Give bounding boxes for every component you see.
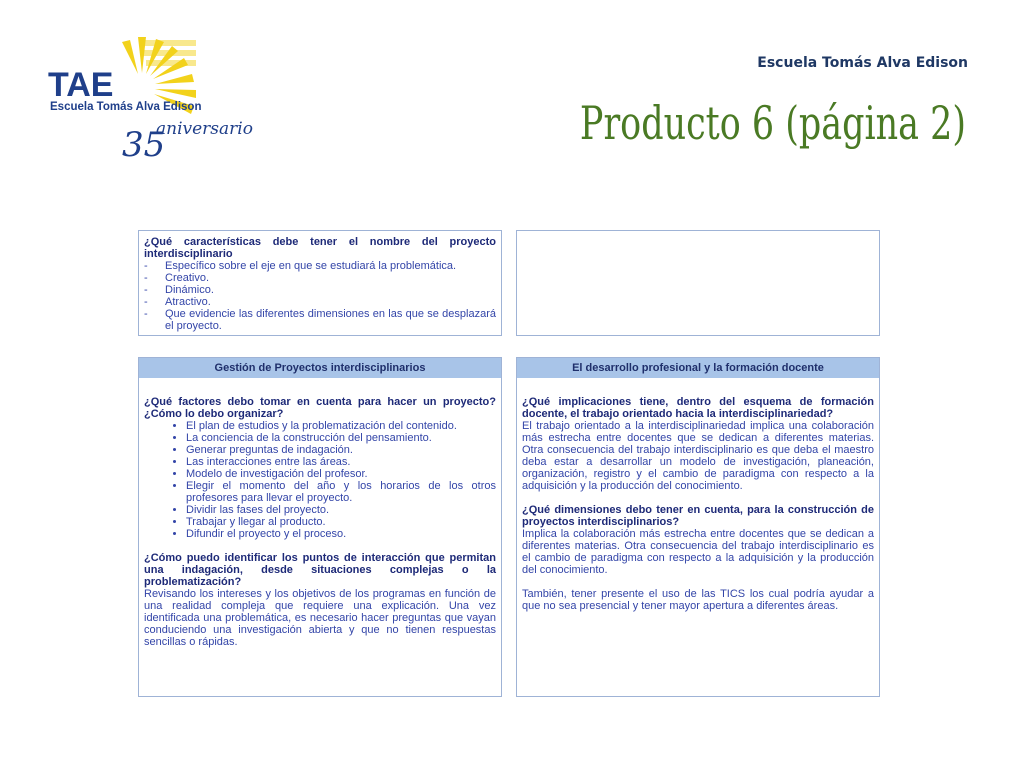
factors-list	[144, 420, 496, 540]
implications-question: ¿Qué implicaciones tiene, dentro del esquema de formación docente, el trabajo orientado hacia la interdisciplinariedad?	[522, 396, 874, 420]
project-management-header: Gestión de Proyectos interdisciplinarios	[139, 358, 501, 378]
list-item: • Difundir el proyecto y el proceso.	[186, 528, 496, 540]
list-item: • La conciencia de la construcción del pensamiento.	[186, 432, 496, 444]
list-item: • El plan de estudios y la problematización del contenido.	[186, 420, 496, 432]
list-item: - Dinámico.	[144, 284, 496, 296]
empty-box	[516, 230, 880, 336]
dimensions-answer: Implica la colaboración más estrecha entre docentes que se dedican a diferentes materias. Otra consecuencia del trabajo interdisciplinario es el cambio de paradigma con respecto a la adquisición y la producción del conocimiento.	[522, 528, 874, 576]
implications-answer: El trabajo orientado a la interdisciplinariedad implica una colaboración más estrecha entre docentes que se dedican a diferentes materias. Otra consecuencia del trabajo interdisciplinario es que deba el maestro deba estar a desarrollar un modelo de investigación, planeación, organización, registro y el cambio de paradigma con respecto a la adquisición y la producción del conocimiento.	[522, 420, 874, 492]
list-item: - Específico sobre el eje en que se estudiará la problemática.	[144, 260, 496, 272]
dimensions-question: ¿Qué dimensiones debo tener en cuenta, para la construcción de proyectos interdisciplinarios?	[522, 504, 874, 528]
professional-development-box	[516, 357, 880, 697]
professional-development-header: El desarrollo profesional y la formación docente	[517, 358, 879, 378]
interaction-answer: Revisando los intereses y los objetivos de los programas en función de una realidad compleja que requiere una explicación. Una vez identificada una problemática, es necesario hacer preguntas que vayan conduciendo una investigación abierta y que no tienen respuestas sencillas o rápidas.	[144, 588, 496, 648]
logo-acronym: TAE	[48, 66, 114, 104]
name-characteristics-box	[138, 230, 502, 336]
list-item: • Trabajar y llegar al producto.	[186, 516, 496, 528]
school-logo	[46, 34, 316, 166]
interaction-question: ¿Cómo puedo identificar los puntos de interacción que permitan una indagación, desde situaciones complejas o la problematización?	[144, 552, 496, 588]
school-name: Escuela Tomás Alva Edison	[757, 55, 968, 71]
project-management-box	[138, 357, 502, 697]
name-characteristics-list	[144, 260, 496, 332]
list-item: • Dividir las fases del proyecto.	[186, 504, 496, 516]
logo-anniversary-text: aniversario	[156, 119, 253, 139]
list-item: - Creativo.	[144, 272, 496, 284]
list-item: • Modelo de investigación del profesor.	[186, 468, 496, 480]
list-item: • Generar preguntas de indagación.	[186, 444, 496, 456]
list-item: - Que evidencie las diferentes dimensiones en las que se desplazará el proyecto.	[144, 308, 496, 332]
tics-answer: También, tener presente el uso de las TICS los cual podría ayudar a que no sea presencial y tener mayor apertura a diferentes áreas.	[522, 588, 874, 612]
list-item: • Las interacciones entre las áreas.	[186, 456, 496, 468]
name-question: ¿Qué características debe tener el nombre del proyecto interdisciplinario	[144, 236, 496, 260]
page-title: Producto 6 (página 2)	[579, 96, 966, 150]
list-item: • Elegir el momento del año y los horarios de los otros profesores para llevar el proyecto.	[186, 480, 496, 504]
list-item: - Atractivo.	[144, 296, 496, 308]
logo-anniversary-number: 35	[122, 125, 166, 165]
logo-school-name: Escuela Tomás Alva Edison	[50, 101, 202, 113]
factors-question: ¿Qué factores debo tomar en cuenta para hacer un proyecto? ¿Cómo lo debo organizar?	[144, 396, 496, 420]
